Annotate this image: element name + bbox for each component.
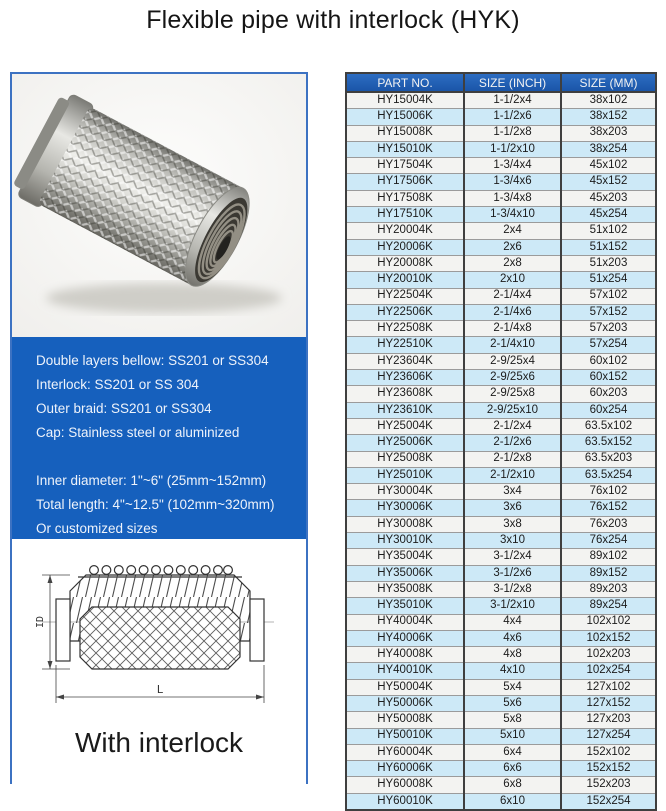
specs-box <box>12 337 306 539</box>
size-inch-cell: 3-1/2x6 <box>464 565 561 581</box>
size-inch-cell: 4x4 <box>464 614 561 630</box>
spec-line: Total length: 4"~12.5" (102mm~320mm) <box>36 497 275 512</box>
table-row <box>346 679 656 695</box>
size-mm-cell: 51x152 <box>561 239 656 255</box>
size-mm-cell: 152x102 <box>561 744 656 760</box>
header-size-inch: SIZE (INCH) <box>464 73 561 92</box>
part-no-cell: HY25008K <box>346 451 464 467</box>
product-panel <box>10 72 308 784</box>
size-inch-cell: 2-1/4x8 <box>464 321 561 337</box>
table-row <box>346 500 656 516</box>
table-row <box>346 744 656 760</box>
size-inch-cell: 2-9/25x8 <box>464 386 561 402</box>
part-no-cell: HY60008K <box>346 777 464 793</box>
part-no-cell: HY50004K <box>346 679 464 695</box>
table-row <box>346 386 656 402</box>
size-inch-cell: 3x6 <box>464 500 561 516</box>
size-mm-cell: 51x254 <box>561 272 656 288</box>
table-row <box>346 92 656 109</box>
table-row <box>346 793 656 810</box>
size-mm-cell: 38x152 <box>561 109 656 125</box>
table-row <box>346 353 656 369</box>
size-mm-cell: 76x203 <box>561 516 656 532</box>
size-mm-cell: 152x203 <box>561 777 656 793</box>
size-mm-cell: 60x203 <box>561 386 656 402</box>
part-no-cell: HY30006K <box>346 500 464 516</box>
part-no-cell: HY20008K <box>346 255 464 271</box>
size-mm-cell: 89x203 <box>561 581 656 597</box>
size-inch-cell: 2-9/25x10 <box>464 402 561 418</box>
size-mm-cell: 57x254 <box>561 337 656 353</box>
table-row <box>346 728 656 744</box>
spec-line: Interlock: SS201 or SS 304 <box>36 377 199 392</box>
spec-line: Inner diameter: 1"~6" (25mm~152mm) <box>36 473 267 488</box>
table-row <box>346 158 656 174</box>
size-mm-cell: 38x203 <box>561 125 656 141</box>
table-row <box>346 288 656 304</box>
part-no-cell: HY17508K <box>346 190 464 206</box>
size-inch-cell: 2x4 <box>464 223 561 239</box>
part-no-cell: HY15010K <box>346 141 464 157</box>
table-row <box>346 647 656 663</box>
size-mm-cell: 51x203 <box>561 255 656 271</box>
part-no-cell: HY22508K <box>346 321 464 337</box>
part-no-cell: HY40010K <box>346 663 464 679</box>
size-table <box>345 72 657 811</box>
part-no-cell: HY22504K <box>346 288 464 304</box>
size-inch-cell: 2-1/2x6 <box>464 435 561 451</box>
table-row <box>346 418 656 434</box>
size-mm-cell: 76x152 <box>561 500 656 516</box>
part-no-cell: HY17510K <box>346 207 464 223</box>
size-mm-cell: 127x254 <box>561 728 656 744</box>
size-inch-cell: 2x10 <box>464 272 561 288</box>
size-inch-cell: 6x10 <box>464 793 561 810</box>
table-row <box>346 255 656 271</box>
part-no-cell: HY50006K <box>346 695 464 711</box>
part-no-cell: HY35010K <box>346 598 464 614</box>
size-inch-cell: 1-1/2x4 <box>464 92 561 109</box>
size-inch-cell: 2-1/4x10 <box>464 337 561 353</box>
size-mm-cell: 45x102 <box>561 158 656 174</box>
part-no-cell: HY60004K <box>346 744 464 760</box>
table-row <box>346 484 656 500</box>
table-row <box>346 125 656 141</box>
interlock-drawing <box>12 545 306 717</box>
size-mm-cell: 57x102 <box>561 288 656 304</box>
size-inch-cell: 2-1/4x4 <box>464 288 561 304</box>
table-row <box>346 614 656 630</box>
size-mm-cell: 127x152 <box>561 695 656 711</box>
part-no-cell: HY15006K <box>346 109 464 125</box>
size-mm-cell: 60x152 <box>561 370 656 386</box>
part-no-cell: HY60006K <box>346 761 464 777</box>
size-mm-cell: 51x102 <box>561 223 656 239</box>
size-mm-cell: 38x254 <box>561 141 656 157</box>
table-row <box>346 321 656 337</box>
part-no-cell: HY40006K <box>346 630 464 646</box>
part-no-cell: HY23606K <box>346 370 464 386</box>
size-inch-cell: 2-9/25x6 <box>464 370 561 386</box>
part-no-cell: HY23608K <box>346 386 464 402</box>
table-row <box>346 109 656 125</box>
size-mm-cell: 57x152 <box>561 304 656 320</box>
part-no-cell: HY50010K <box>346 728 464 744</box>
table-row <box>346 435 656 451</box>
part-no-cell: HY22510K <box>346 337 464 353</box>
table-row <box>346 272 656 288</box>
table-row <box>346 451 656 467</box>
size-inch-cell: 3-1/2x4 <box>464 549 561 565</box>
table-row <box>346 598 656 614</box>
spec-line: Double layers bellow: SS201 or SS304 <box>36 353 269 368</box>
size-inch-cell: 2-1/2x8 <box>464 451 561 467</box>
table-row <box>346 174 656 190</box>
size-inch-cell: 3-1/2x8 <box>464 581 561 597</box>
size-inch-cell: 4x10 <box>464 663 561 679</box>
size-inch-cell: 4x8 <box>464 647 561 663</box>
id-dimension-label: ID <box>35 615 46 629</box>
size-mm-cell: 45x254 <box>561 207 656 223</box>
part-no-cell: HY25006K <box>346 435 464 451</box>
table-row <box>346 695 656 711</box>
part-no-cell: HY30004K <box>346 484 464 500</box>
size-inch-cell: 1-3/4x8 <box>464 190 561 206</box>
size-mm-cell: 102x102 <box>561 614 656 630</box>
table-row <box>346 533 656 549</box>
table-row <box>346 190 656 206</box>
size-inch-cell: 5x10 <box>464 728 561 744</box>
part-no-cell: HY30008K <box>346 516 464 532</box>
table-row <box>346 370 656 386</box>
product-photo <box>12 74 306 337</box>
spec-line: Cap: Stainless steel or aluminized <box>36 425 240 440</box>
size-inch-cell: 1-3/4x4 <box>464 158 561 174</box>
part-no-cell: HY15008K <box>346 125 464 141</box>
size-mm-cell: 63.5x102 <box>561 418 656 434</box>
flexible-pipe-photo-graphic <box>12 74 306 337</box>
part-no-cell: HY60010K <box>346 793 464 810</box>
size-mm-cell: 45x203 <box>561 190 656 206</box>
size-mm-cell: 63.5x254 <box>561 467 656 483</box>
page-title: Flexible pipe with interlock (HYK) <box>146 6 520 34</box>
size-inch-cell: 1-1/2x10 <box>464 141 561 157</box>
spec-line <box>36 445 296 469</box>
size-inch-cell: 2-1/2x10 <box>464 467 561 483</box>
size-inch-cell: 1-3/4x6 <box>464 174 561 190</box>
size-inch-cell: 3x4 <box>464 484 561 500</box>
part-no-cell: HY25004K <box>346 418 464 434</box>
part-no-cell: HY30010K <box>346 533 464 549</box>
part-no-cell: HY40008K <box>346 647 464 663</box>
table-row <box>346 712 656 728</box>
spec-line: Or customized sizes <box>36 521 158 536</box>
part-no-cell: HY17506K <box>346 174 464 190</box>
part-no-cell: HY23604K <box>346 353 464 369</box>
size-mm-cell: 38x102 <box>561 92 656 109</box>
size-mm-cell: 45x152 <box>561 174 656 190</box>
size-mm-cell: 102x203 <box>561 647 656 663</box>
table-row <box>346 239 656 255</box>
size-inch-cell: 2-1/4x6 <box>464 304 561 320</box>
part-no-cell: HY23610K <box>346 402 464 418</box>
table-row <box>346 549 656 565</box>
header-part-no: PART NO. <box>346 73 464 92</box>
drawing-caption: With interlock <box>74 727 244 758</box>
part-no-cell: HY25010K <box>346 467 464 483</box>
size-mm-cell: 60x102 <box>561 353 656 369</box>
size-inch-cell: 1-1/2x8 <box>464 125 561 141</box>
part-no-cell: HY22506K <box>346 304 464 320</box>
table-row <box>346 663 656 679</box>
size-inch-cell: 4x6 <box>464 630 561 646</box>
table-row <box>346 761 656 777</box>
size-inch-cell: 3x10 <box>464 533 561 549</box>
size-inch-cell: 3x8 <box>464 516 561 532</box>
size-mm-cell: 102x254 <box>561 663 656 679</box>
part-no-cell: HY35006K <box>346 565 464 581</box>
part-no-cell: HY17504K <box>346 158 464 174</box>
part-no-cell: HY20006K <box>346 239 464 255</box>
size-mm-cell: 152x254 <box>561 793 656 810</box>
size-inch-cell: 5x8 <box>464 712 561 728</box>
size-inch-cell: 2x8 <box>464 255 561 271</box>
table-row <box>346 337 656 353</box>
table-row <box>346 630 656 646</box>
size-mm-cell: 89x152 <box>561 565 656 581</box>
table-row <box>346 467 656 483</box>
header-size-mm: SIZE (MM) <box>561 73 656 92</box>
part-no-cell: HY35008K <box>346 581 464 597</box>
table-row <box>346 207 656 223</box>
size-mm-cell: 89x254 <box>561 598 656 614</box>
table-row <box>346 304 656 320</box>
part-no-cell: HY20004K <box>346 223 464 239</box>
size-mm-cell: 127x203 <box>561 712 656 728</box>
spec-line: Outer braid: SS201 or SS304 <box>36 401 212 416</box>
bellows-loops <box>90 566 233 575</box>
size-mm-cell: 63.5x152 <box>561 435 656 451</box>
size-table-body <box>346 92 656 810</box>
part-no-cell: HY20010K <box>346 272 464 288</box>
size-mm-cell: 60x254 <box>561 402 656 418</box>
size-inch-cell: 2-1/2x4 <box>464 418 561 434</box>
drawing-area <box>12 545 306 788</box>
size-mm-cell: 102x152 <box>561 630 656 646</box>
table-row <box>346 402 656 418</box>
size-inch-cell: 6x6 <box>464 761 561 777</box>
table-row <box>346 141 656 157</box>
size-mm-cell: 57x203 <box>561 321 656 337</box>
size-inch-cell: 2-9/25x4 <box>464 353 561 369</box>
part-no-cell: HY50008K <box>346 712 464 728</box>
size-inch-cell: 1-3/4x10 <box>464 207 561 223</box>
table-row <box>346 516 656 532</box>
size-mm-cell: 89x102 <box>561 549 656 565</box>
size-inch-cell: 1-1/2x6 <box>464 109 561 125</box>
table-row <box>346 581 656 597</box>
size-mm-cell: 127x102 <box>561 679 656 695</box>
table-row <box>346 777 656 793</box>
part-no-cell: HY15004K <box>346 92 464 109</box>
table-header-row <box>346 73 656 92</box>
part-no-cell: HY40004K <box>346 614 464 630</box>
size-inch-cell: 5x4 <box>464 679 561 695</box>
size-mm-cell: 76x102 <box>561 484 656 500</box>
length-dimension-label: L <box>156 683 164 696</box>
size-mm-cell: 63.5x203 <box>561 451 656 467</box>
part-no-cell: HY35004K <box>346 549 464 565</box>
table-row <box>346 223 656 239</box>
size-table-wrap <box>345 72 655 811</box>
table-row <box>346 565 656 581</box>
size-inch-cell: 3-1/2x10 <box>464 598 561 614</box>
size-mm-cell: 76x254 <box>561 533 656 549</box>
size-inch-cell: 6x4 <box>464 744 561 760</box>
size-inch-cell: 5x6 <box>464 695 561 711</box>
size-mm-cell: 152x152 <box>561 761 656 777</box>
size-inch-cell: 6x8 <box>464 777 561 793</box>
size-inch-cell: 2x6 <box>464 239 561 255</box>
